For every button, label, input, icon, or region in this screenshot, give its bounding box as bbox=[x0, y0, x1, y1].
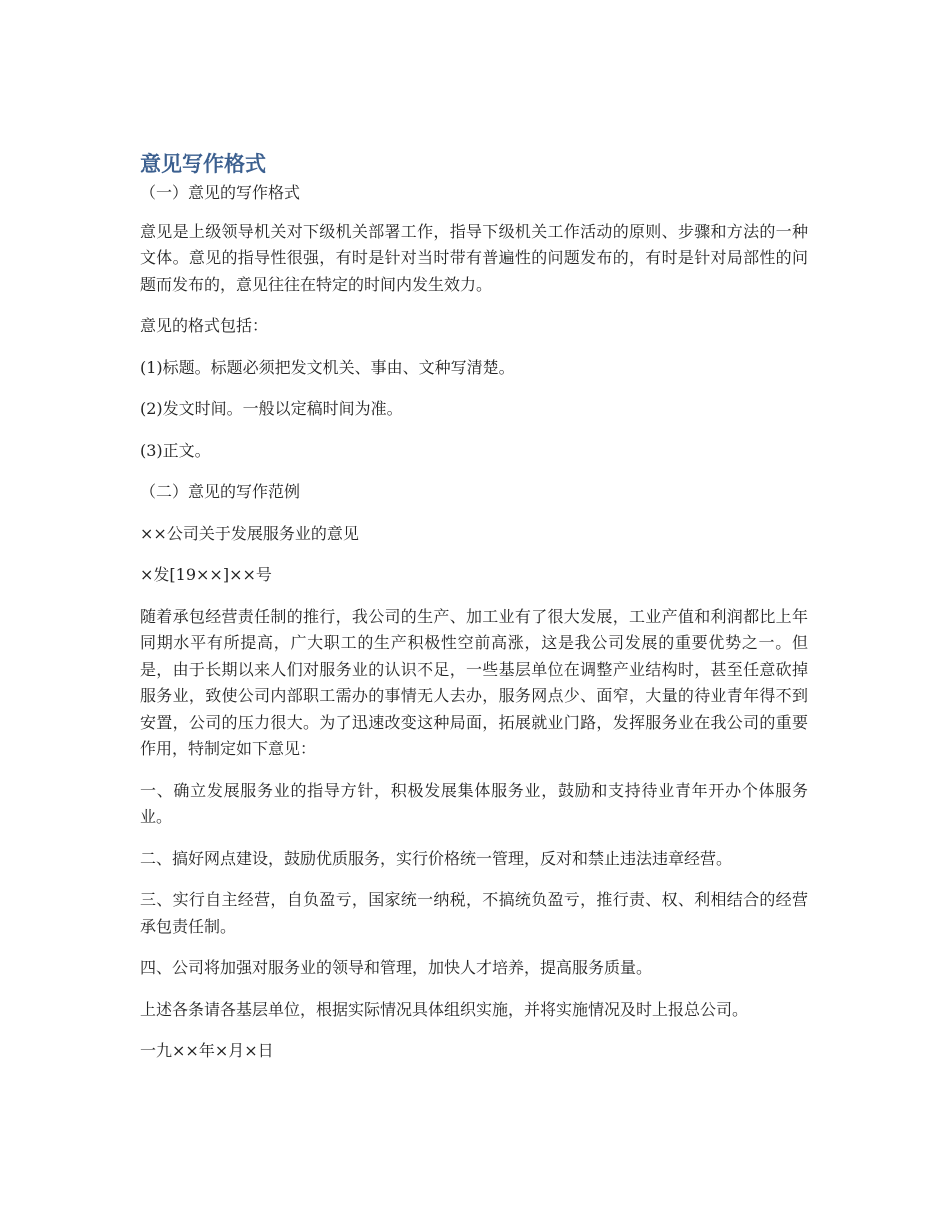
example-item-1: 一、确立发展服务业的指导方针，积极发展集体服务业，鼓励和支持待业青年开办个体服务业。 bbox=[140, 780, 808, 826]
section-heading-format: （一）意见的写作格式 bbox=[140, 183, 301, 202]
paragraph-format-date: (2)发文时间。一般以定稿时间为准。 bbox=[140, 399, 403, 418]
example-document-number: ×发[19××]××号 bbox=[140, 565, 272, 584]
paragraph-format-intro: 意见的格式包括： bbox=[140, 316, 269, 335]
example-item-2: 二、搞好网点建设，鼓励优质服务，实行价格统一管理，反对和禁止违法违章经营。 bbox=[140, 848, 733, 868]
document-title: 意见写作格式 bbox=[140, 152, 266, 176]
paragraph-format-body: (3)正文。 bbox=[140, 440, 211, 460]
example-date: 一九××年×月×日 bbox=[140, 1041, 274, 1060]
example-preamble: 随着承包经营责任制的推行，我公司的生产、加工业有了很大发展，工业产值和利润都比上年同期水平有所提高，广大职工的生产积极性空前高涨，这是我公司发展的重要优势之一。但是，由于长期以来人们对服务业的认识不足，一些基层单位在调整产业结构时，甚至任意砍掉服务业，致使公司内部职工需办的事情无人去办，服务网点少、面窄，大量的待业青年得不到安置，公司的压力很大。为了迅速改变这种局面，拓展就业门路，发挥服务业在我公司的重要作用，特制定如下意见： bbox=[140, 606, 808, 758]
paragraph-format-title: (1)标题。标题必须把发文机关、事由、文种写清楚。 bbox=[140, 357, 515, 377]
document-page bbox=[140, 150, 808, 1080]
example-closing: 上述各条请各基层单位，根据实际情况具体组织实施，并将实施情况及时上报总公司。 bbox=[140, 999, 749, 1019]
paragraph-definition: 意见是上级领导机关对下级机关部署工作，指导下级机关工作活动的原则、步骤和方法的一种文体。意见的指导性很强，有时是针对当时带有普遍性的问题发布的，有时是针对局部性的问题而发布的，意见往往在特定的时间内发生效力。 bbox=[140, 221, 808, 294]
example-title: ××公司关于发展服务业的意见 bbox=[140, 523, 359, 543]
example-item-4: 四、公司将加强对服务业的领导和管理，加快人才培养，提高服务质量。 bbox=[140, 958, 653, 977]
example-item-3: 三、实行自主经营，自负盈亏，国家统一纳税，不搞统负盈亏，推行责、权、利相结合的经营承包责任制。 bbox=[140, 890, 808, 936]
section-heading-example: （二）意见的写作范例 bbox=[140, 482, 301, 501]
